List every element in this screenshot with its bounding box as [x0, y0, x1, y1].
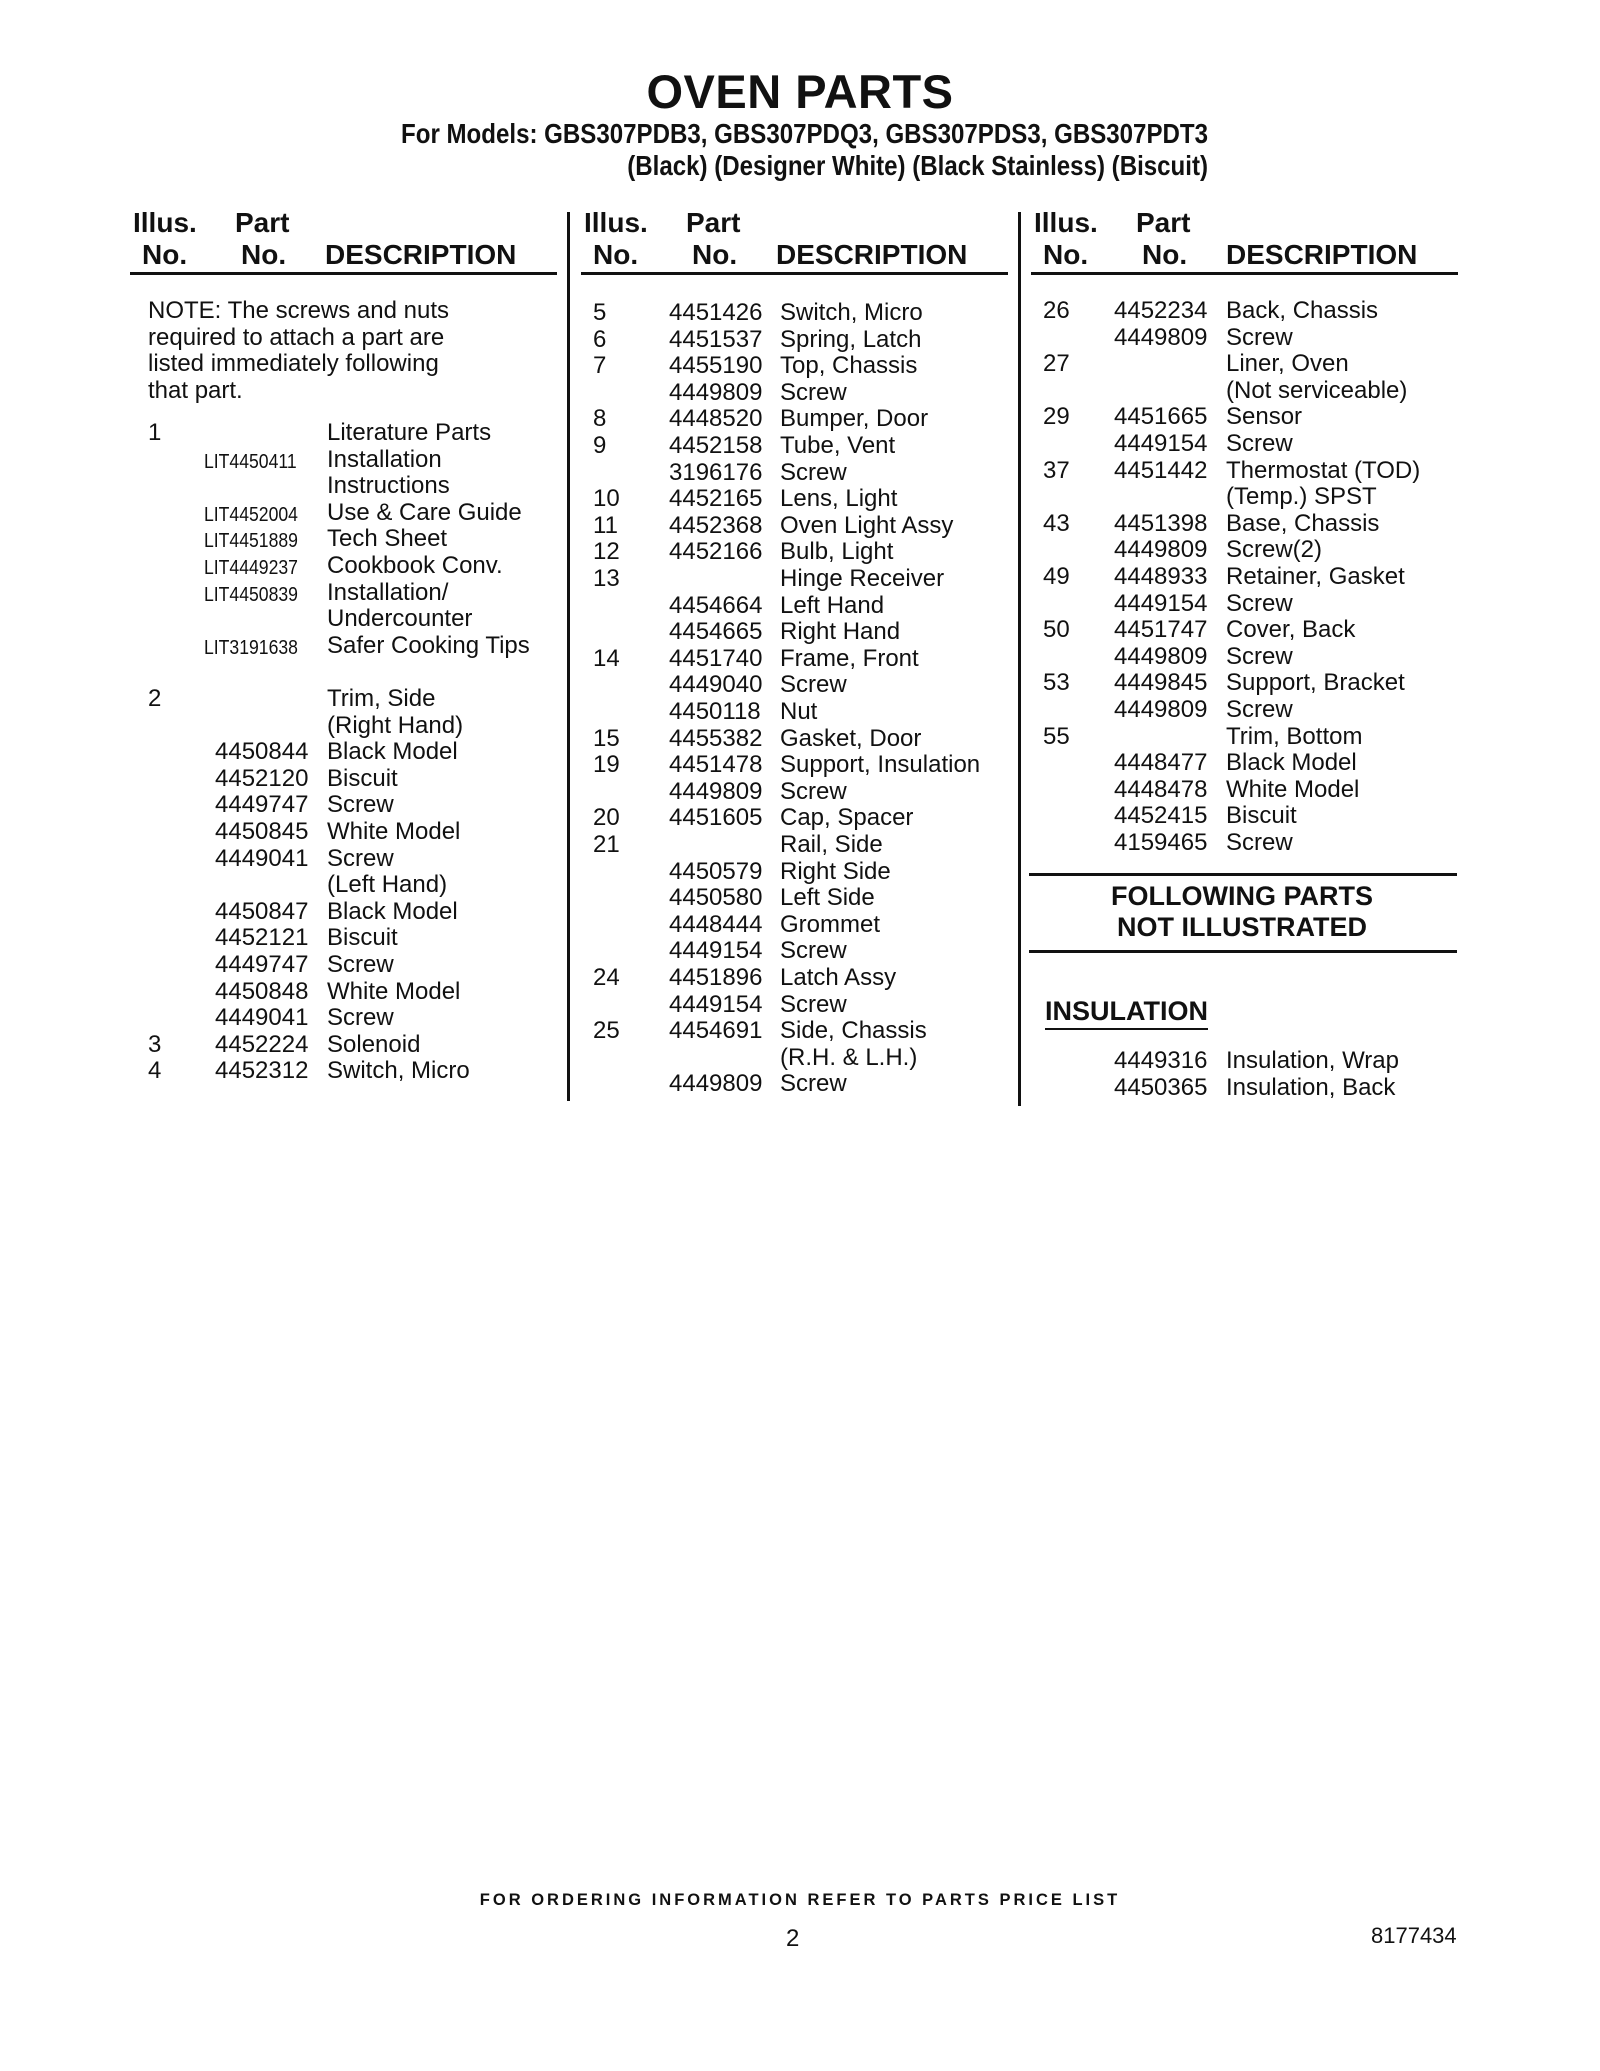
- part-description: (Left Hand): [327, 871, 448, 899]
- part-description: Top, Chassis: [780, 352, 918, 380]
- col1-part-no-header: No.: [241, 239, 287, 270]
- part-description: Liner, Oven: [1226, 350, 1349, 378]
- part-number: 4452121: [215, 924, 309, 952]
- part-description: Spring, Latch: [780, 325, 922, 353]
- illus-number: 3: [148, 1030, 162, 1058]
- part-description: Screw: [780, 937, 847, 965]
- part-number: 4448477: [1114, 749, 1208, 777]
- part-number: 4451740: [669, 644, 763, 672]
- illus-number: 9: [593, 432, 607, 459]
- part-number: 4452165: [669, 485, 763, 513]
- ordering-info-footer: FOR ORDERING INFORMATION REFER TO PARTS PRICE LIST: [479, 1891, 1121, 1909]
- part-description: (Temp.) SPST: [1226, 483, 1377, 511]
- illus-number: 8: [593, 405, 607, 433]
- part-number: 4454664: [669, 591, 763, 619]
- part-description: Screw: [780, 671, 847, 699]
- column-divider-1: [567, 212, 570, 1101]
- page-number: 2: [786, 1925, 800, 1952]
- part-number: 4451537: [669, 325, 763, 353]
- part-description: Insulation, Wrap: [1226, 1047, 1399, 1074]
- part-description: Screw: [1226, 696, 1293, 723]
- col2-part-header: Part: [686, 207, 741, 238]
- part-description: Grommet: [780, 910, 881, 938]
- col3-part-no-header: No.: [1142, 239, 1188, 270]
- part-description: Literature Parts: [327, 419, 492, 446]
- part-description: Support, Bracket: [1226, 669, 1405, 697]
- part-description: Lens, Light: [780, 485, 898, 513]
- part-number: 4452166: [669, 538, 763, 566]
- part-description: Screw: [1226, 430, 1293, 457]
- part-description: Frame, Front: [780, 644, 919, 672]
- part-description: Black Model: [327, 897, 458, 925]
- illus-number: 26: [1043, 297, 1070, 324]
- part-number: LIT3191638: [204, 636, 298, 659]
- part-description: Oven Light Assy: [780, 511, 954, 539]
- illus-number: 55: [1043, 722, 1070, 750]
- part-description: Insulation, Back: [1226, 1073, 1396, 1101]
- part-description: Screw: [1226, 642, 1293, 670]
- part-description: Retainer, Gasket: [1226, 563, 1405, 590]
- part-number: 4449747: [215, 951, 309, 978]
- col3-header-rule: [1031, 272, 1458, 275]
- illus-number: 25: [593, 1017, 620, 1045]
- part-description: Support, Insulation: [780, 751, 981, 779]
- page-title: OVEN PARTS: [646, 65, 954, 118]
- part-number: 4449809: [669, 777, 763, 805]
- part-description: Screw: [327, 951, 394, 978]
- part-number: 4449154: [669, 937, 763, 965]
- part-description: Switch, Micro: [327, 1057, 470, 1085]
- part-description: Left Hand: [780, 591, 885, 619]
- illus-number: 2: [148, 685, 162, 712]
- part-description: Safer Cooking Tips: [327, 631, 530, 659]
- col2-illus-header: Illus.: [584, 207, 648, 238]
- part-description: Screw: [327, 844, 394, 872]
- models-line: For Models: GBS307PDB3, GBS307PDQ3, GBS307PDS3, GBS307PDT3: [401, 118, 1208, 149]
- part-description: Screw: [780, 378, 847, 406]
- part-description: Base, Chassis: [1226, 509, 1380, 537]
- part-description: Hinge Receiver: [780, 565, 945, 592]
- part-description: Screw(2): [1226, 536, 1323, 564]
- col2-part-no-header: No.: [692, 239, 738, 270]
- part-description: Gasket, Door: [780, 724, 922, 752]
- col2-description-header: DESCRIPTION: [776, 239, 968, 270]
- col3-illus-header: Illus.: [1034, 207, 1098, 238]
- part-description: Screw: [1226, 829, 1293, 856]
- part-description: Black Model: [1226, 749, 1357, 777]
- note-line: NOTE: The screws and nuts: [148, 297, 450, 324]
- part-number: 4449809: [1114, 323, 1208, 351]
- col3-part-header: Part: [1136, 207, 1191, 238]
- part-number: 4450365: [1114, 1073, 1208, 1101]
- illus-number: 6: [593, 325, 607, 353]
- part-number: 4451478: [669, 751, 763, 779]
- part-number: 4449154: [669, 990, 763, 1018]
- part-description: Cap, Spacer: [780, 804, 914, 832]
- part-number: 4452234: [1114, 297, 1208, 324]
- part-number: 4449809: [1114, 642, 1208, 670]
- part-description: Screw: [1226, 589, 1293, 617]
- part-number: LIT4450411: [204, 450, 297, 473]
- part-number: 4451605: [669, 804, 763, 832]
- part-number: 4450579: [669, 857, 763, 885]
- part-number: 3196176: [669, 458, 763, 486]
- part-description: Screw: [327, 791, 394, 819]
- part-description: Trim, Bottom: [1226, 722, 1363, 750]
- col1-illus-no-header: No.: [142, 239, 188, 270]
- model-colors-line: (Black) (Designer White) (Black Stainless) (Biscuit): [627, 150, 1208, 181]
- part-number: 4448444: [669, 910, 763, 938]
- part-description: Back, Chassis: [1226, 297, 1379, 324]
- illus-number: 43: [1043, 509, 1070, 537]
- col1-part-header: Part: [235, 207, 290, 238]
- part-description: Instructions: [327, 472, 450, 500]
- part-number: 4450580: [669, 884, 763, 912]
- illus-number: 19: [593, 751, 620, 779]
- part-description: Left Side: [780, 884, 875, 912]
- illus-number: 29: [1043, 403, 1070, 431]
- part-number: 4448478: [1114, 775, 1208, 803]
- not-illustrated-heading-line1: FOLLOWING PARTS: [1111, 881, 1373, 911]
- part-number: 4452224: [215, 1030, 309, 1058]
- col3-description-header: DESCRIPTION: [1226, 239, 1418, 270]
- part-description: White Model: [327, 977, 461, 1005]
- illus-number: 24: [593, 964, 620, 991]
- part-number: LIT4450839: [204, 583, 298, 606]
- part-description: Nut: [780, 698, 818, 725]
- part-number: 4454691: [669, 1017, 763, 1045]
- col3-illus-no-header: No.: [1043, 239, 1089, 270]
- illus-number: 14: [593, 644, 620, 672]
- part-number: 4452120: [215, 764, 309, 792]
- part-description: Screw: [780, 990, 847, 1018]
- illus-number: 50: [1043, 616, 1070, 644]
- part-number: 4451426: [669, 299, 763, 326]
- illus-number: 53: [1043, 669, 1070, 697]
- part-number: 4451398: [1114, 509, 1208, 537]
- col1-illus-header: Illus.: [133, 207, 197, 238]
- insulation-heading: INSULATION: [1045, 996, 1208, 1026]
- part-number: 4452158: [669, 432, 763, 459]
- document-number: 8177434: [1371, 1923, 1457, 1948]
- part-number: 4452415: [1114, 802, 1208, 830]
- part-number: 4450847: [215, 897, 309, 925]
- part-number: 4449809: [1114, 696, 1208, 723]
- part-number: 4454665: [669, 618, 763, 646]
- part-number: 4449809: [669, 378, 763, 406]
- part-description: Right Side: [780, 857, 891, 885]
- part-description: Cover, Back: [1226, 616, 1356, 644]
- illus-number: 10: [593, 485, 620, 513]
- part-number: LIT4449237: [204, 557, 298, 579]
- part-description: Use & Care Guide: [327, 498, 522, 526]
- part-number: 4159465: [1114, 829, 1208, 856]
- part-description: Screw: [327, 1004, 394, 1032]
- col2-header-rule: [581, 272, 1008, 275]
- part-number: 4450844: [215, 738, 309, 766]
- part-description: Bumper, Door: [780, 405, 929, 433]
- part-description: Black Model: [327, 738, 458, 766]
- part-description: Trim, Side: [327, 685, 436, 712]
- part-description: Sensor: [1226, 403, 1303, 431]
- part-number: 4449845: [1114, 669, 1208, 697]
- part-description: Screw: [780, 777, 847, 805]
- part-number: 4449041: [215, 1004, 309, 1032]
- illus-number: 20: [593, 804, 620, 832]
- column-divider-2: [1018, 212, 1021, 1106]
- part-description: Right Hand: [780, 618, 901, 646]
- part-description: (R.H. & L.H.): [780, 1043, 918, 1071]
- part-description: Switch, Micro: [780, 299, 923, 326]
- col2-illus-no-header: No.: [593, 239, 639, 270]
- illus-number: 15: [593, 724, 620, 752]
- part-description: White Model: [1226, 775, 1360, 803]
- part-description: (Right Hand): [327, 711, 464, 739]
- part-number: 4449154: [1114, 589, 1208, 617]
- insulation-heading-underline: [1045, 1028, 1208, 1030]
- part-number: 4449809: [1114, 536, 1208, 564]
- part-number: 4448933: [1114, 563, 1208, 590]
- part-number: 4451896: [669, 964, 763, 991]
- part-description: Screw: [780, 1070, 847, 1098]
- part-number: 4449809: [669, 1070, 763, 1098]
- part-number: 4451665: [1114, 403, 1208, 431]
- part-number: 4451747: [1114, 616, 1208, 644]
- note-line: listed immediately following: [148, 350, 439, 378]
- part-number: LIT4452004: [204, 503, 298, 526]
- part-description: Cookbook Conv.: [327, 552, 503, 579]
- illus-number: 4: [148, 1057, 162, 1085]
- part-description: Biscuit: [327, 924, 398, 952]
- part-description: Biscuit: [327, 764, 398, 792]
- note-line: required to attach a part are: [148, 323, 445, 351]
- illus-number: 7: [593, 352, 607, 380]
- col1-header-rule: [130, 272, 557, 275]
- part-number: 4450848: [215, 977, 309, 1005]
- part-description: Latch Assy: [780, 964, 897, 991]
- note-line: that part.: [148, 376, 243, 404]
- part-description: Thermostat (TOD): [1226, 456, 1421, 484]
- illus-number: 5: [593, 299, 607, 326]
- part-number: 4450845: [215, 818, 309, 845]
- part-number: 4449041: [215, 844, 309, 872]
- illus-number: 21: [593, 831, 620, 858]
- part-description: Installation/: [327, 578, 449, 606]
- part-description: Screw: [780, 458, 847, 486]
- part-number: 4450118: [669, 698, 761, 725]
- part-number: 4452312: [215, 1057, 309, 1085]
- part-description: Tube, Vent: [780, 432, 896, 459]
- part-description: Side, Chassis: [780, 1017, 927, 1045]
- col1-description-header: DESCRIPTION: [325, 239, 517, 270]
- illus-number: 27: [1043, 350, 1070, 378]
- illus-number: 11: [593, 511, 618, 539]
- part-number: 4449316: [1114, 1047, 1208, 1074]
- part-description: Screw: [1226, 323, 1293, 351]
- not-illustrated-bottom-rule: [1029, 950, 1457, 953]
- not-illustrated-top-rule: [1029, 873, 1457, 876]
- illus-number: 49: [1043, 563, 1070, 590]
- part-number: 4449154: [1114, 430, 1208, 457]
- part-description: Biscuit: [1226, 802, 1297, 830]
- illus-number: 13: [593, 565, 620, 592]
- screws-note: [148, 298, 449, 404]
- part-description: White Model: [327, 818, 461, 845]
- illus-number: 37: [1043, 456, 1070, 484]
- part-number: 4452368: [669, 511, 763, 539]
- part-number: 4449040: [669, 671, 763, 699]
- part-number: 4449747: [215, 791, 309, 819]
- part-description: Undercounter: [327, 605, 473, 633]
- not-illustrated-heading-line2: NOT ILLUSTRATED: [1117, 912, 1367, 942]
- part-number: LIT4451889: [204, 530, 298, 553]
- part-description: Solenoid: [327, 1030, 421, 1058]
- part-description: (Not serviceable): [1226, 376, 1408, 404]
- illus-number: 1: [148, 419, 162, 446]
- part-number: 4451442: [1114, 456, 1208, 484]
- part-description: Rail, Side: [780, 831, 883, 858]
- part-description: Bulb, Light: [780, 538, 894, 566]
- part-number: 4448520: [669, 405, 763, 433]
- part-number: 4455382: [669, 724, 763, 752]
- part-description: Tech Sheet: [327, 525, 448, 553]
- illus-number: 12: [593, 538, 620, 566]
- part-description: Installation: [327, 445, 442, 473]
- part-number: 4455190: [669, 352, 763, 380]
